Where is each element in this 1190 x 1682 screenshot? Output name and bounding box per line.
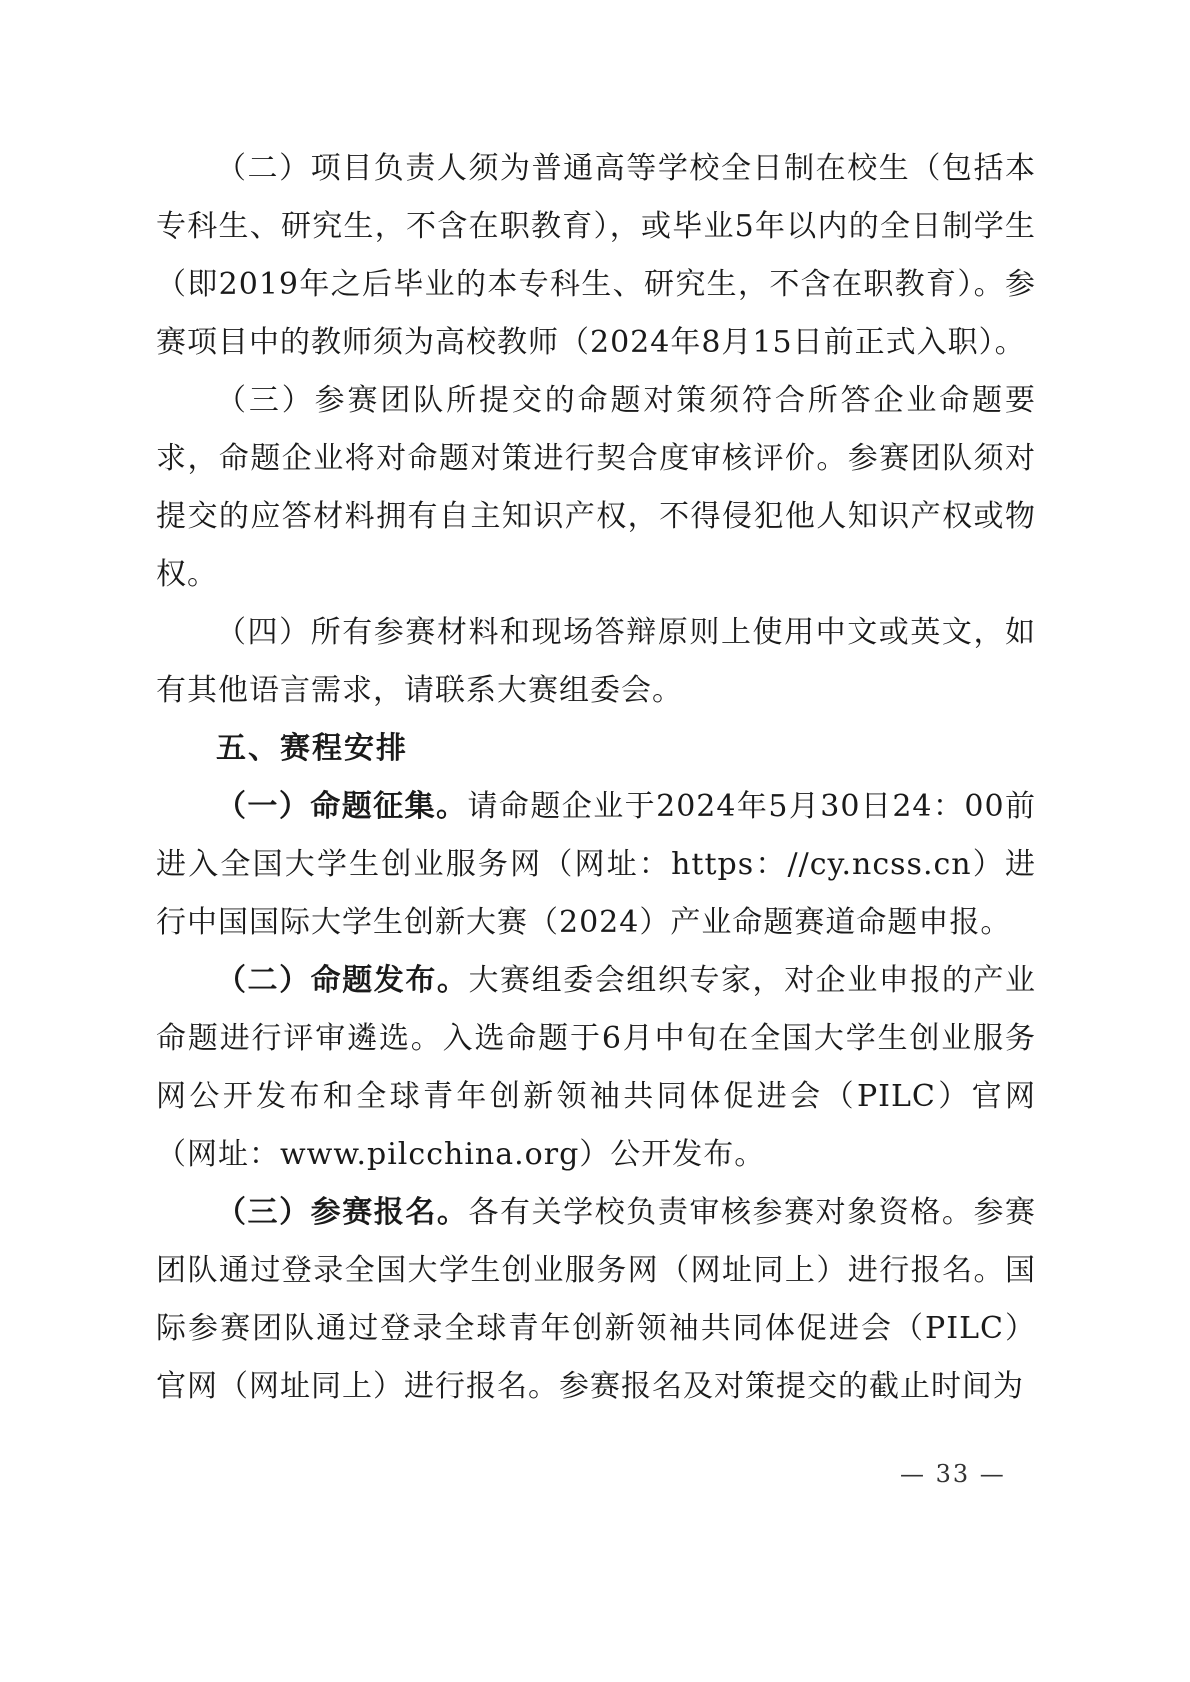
paragraph-text: （三）参赛团队所提交的命题对策须符合所答企业命题要求，命题企业将对命题对策进行契合度审核评价。参赛团队须对提交的应答材料拥有自主知识产权，不得侵犯他人知识产权或物权。 [156, 383, 1036, 592]
paragraph-text: 请命题企业于2024年5月30日24：00前进入全国大学生创业服务网（网址：https：//cy.ncss.cn）进行中国国际大学生创新大赛（2024）产业命题赛道命题申报。 [156, 789, 1036, 940]
paragraph-language [156, 604, 1036, 720]
body-text [156, 140, 1036, 1416]
page-number: — 33 — [900, 1460, 1006, 1488]
paragraph-text: （二）项目负责人须为普通高等学校全日制在校生（包括本专科生、研究生，不含在职教育），或毕业5年以内的全日制学生（即2019年之后毕业的本专科生、研究生，不含在职教育）。参赛项目中的教师须为高校教师（2024年8月15日前正式入职）。 [156, 151, 1036, 360]
section-heading: 五、赛程安排 [216, 731, 408, 766]
paragraph-text: （四）所有参赛材料和现场答辩原则上使用中文或英文，如有其他语言需求，请联系大赛组委会。 [156, 615, 1036, 708]
paragraph-eligibility [156, 140, 1036, 372]
paragraph-topic-collection [156, 778, 1036, 952]
paragraph-lead: （二）命题发布。 [216, 963, 469, 998]
paragraph-topic-release [156, 952, 1036, 1184]
paragraph-registration [156, 1184, 1036, 1416]
paragraph-lead: （一）命题征集。 [216, 789, 468, 824]
paragraph-proposal-requirements [156, 372, 1036, 604]
paragraph-text: 各有关学校负责审核参赛对象资格。参赛团队通过登录全国大学生创业服务网（网址同上）进行报名。国际参赛团队通过登录全球青年创新领袖共同体促进会（PILC）官网（网址同上）进行报名。参赛报名及对策提交的截止时间为 [156, 1195, 1037, 1404]
paragraph-lead: （三）参赛报名。 [216, 1195, 469, 1230]
paragraph-text: 大赛组委会组织专家，对企业申报的产业命题进行评审遴选。入选命题于6月中旬在全国大学生创业服务网公开发布和全球青年创新领袖共同体促进会（PILC）官网（网址：www.pilcchina.org）公开发布。 [156, 963, 1037, 1172]
